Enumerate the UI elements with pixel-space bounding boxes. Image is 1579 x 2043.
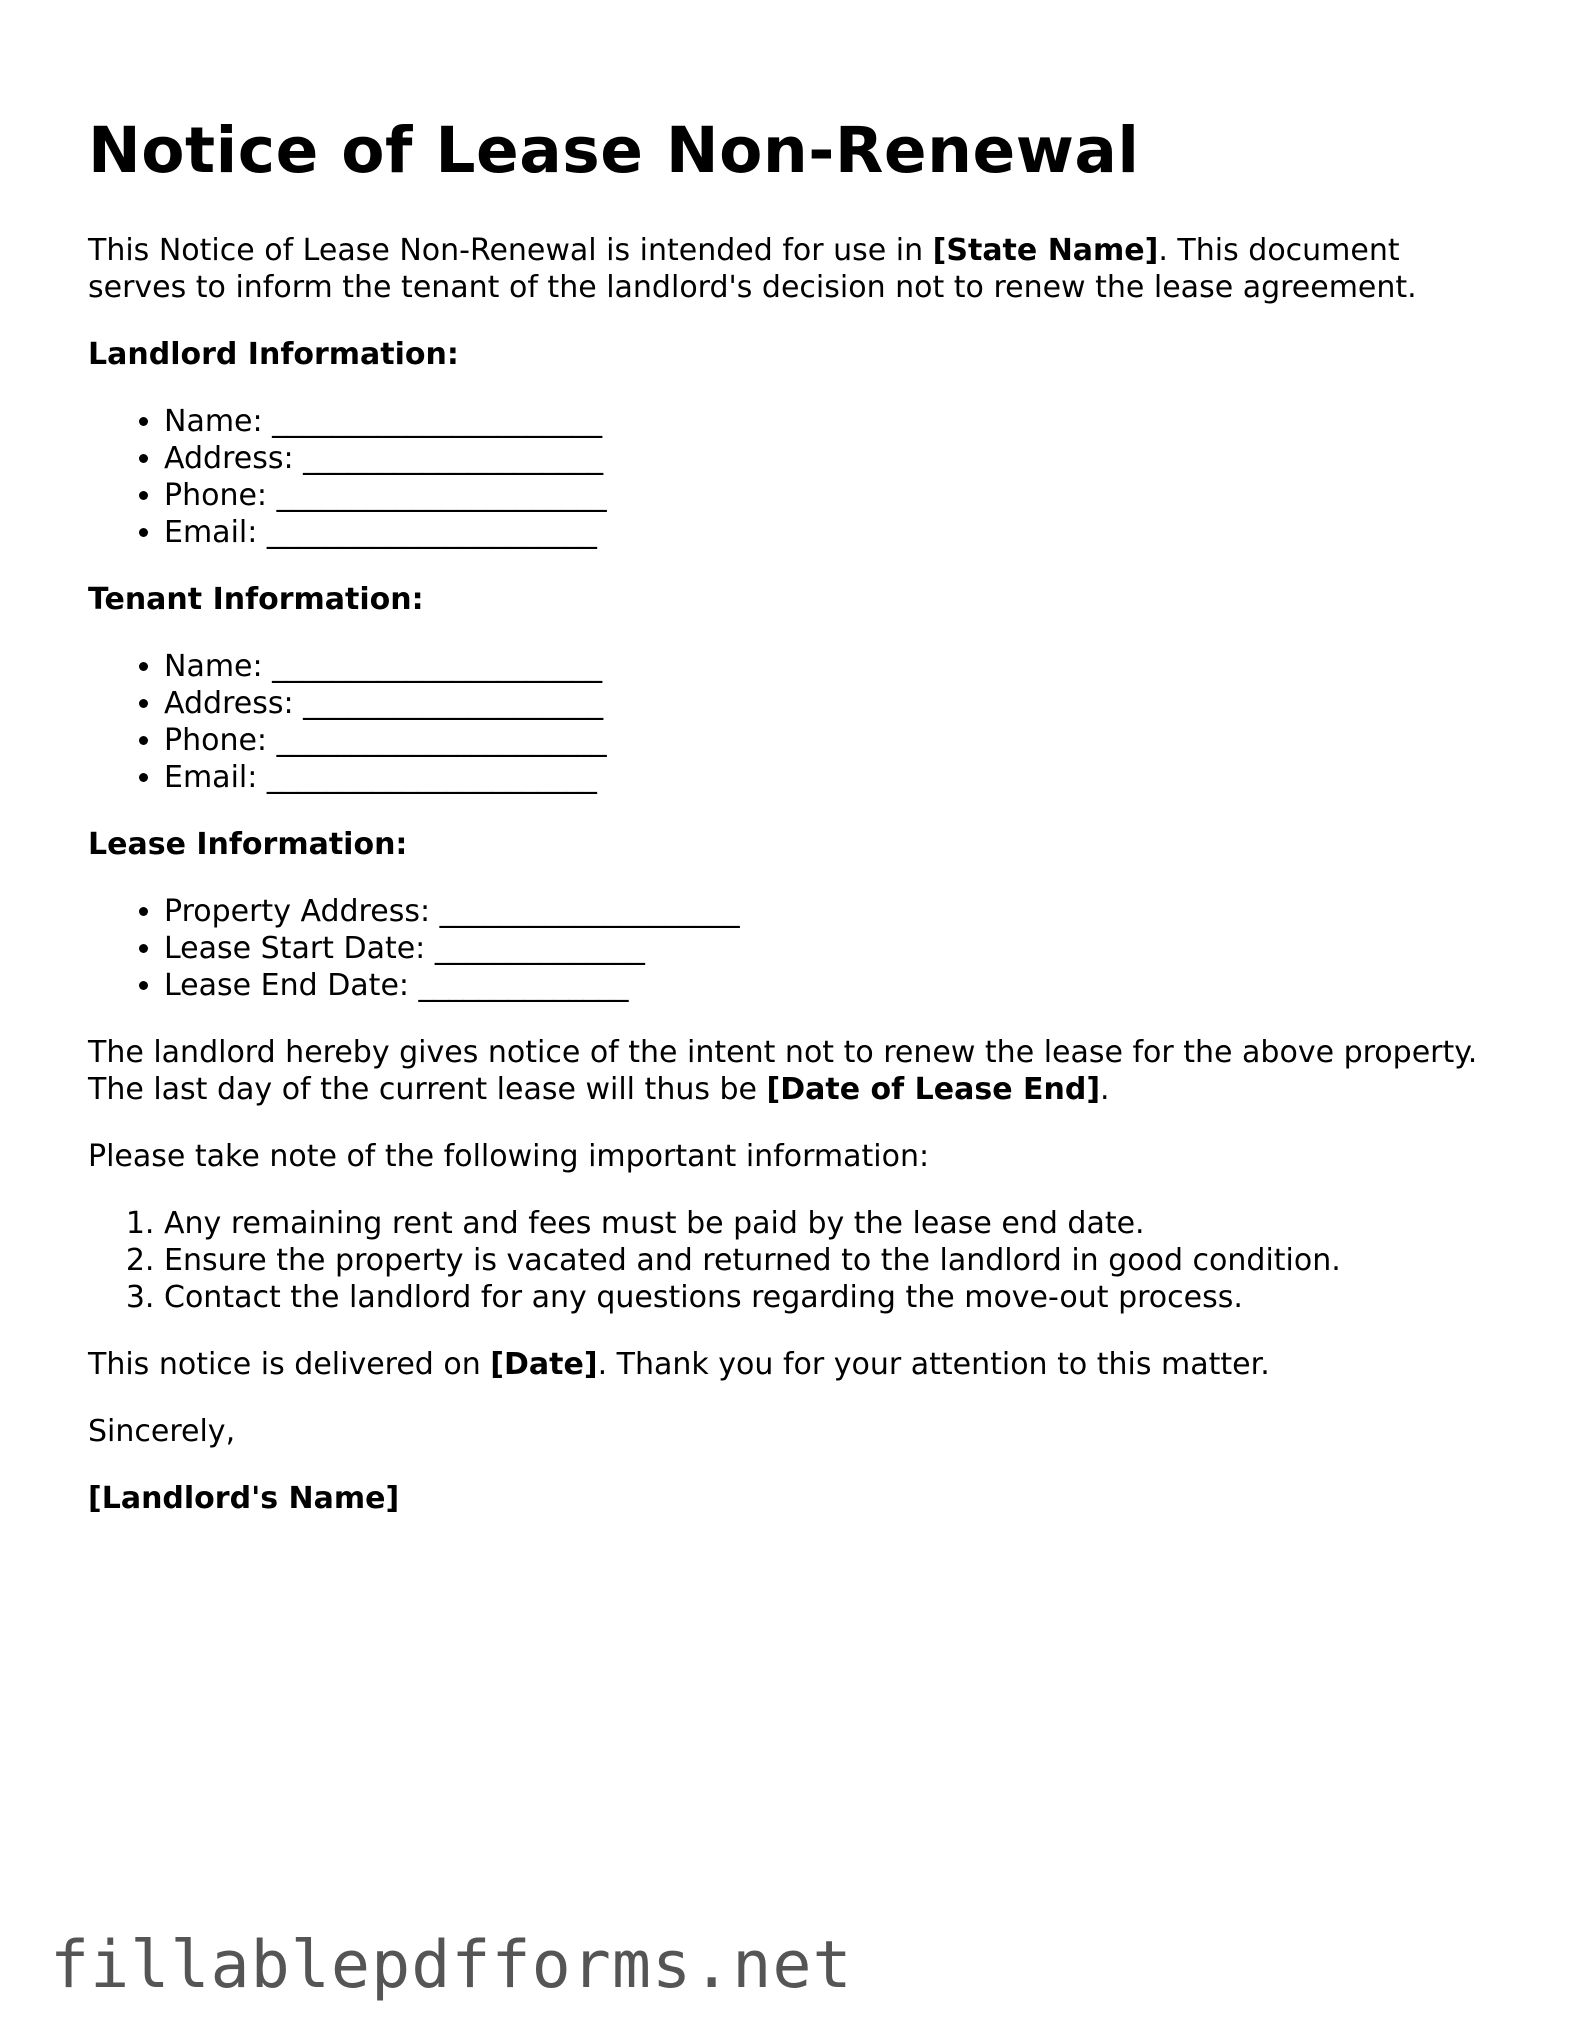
important-intro: Please take note of the following important information: <box>88 1139 930 1174</box>
delivery-text: This notice is delivered on <box>88 1347 491 1382</box>
closing: Sincerely, <box>88 1414 236 1449</box>
landlord-phone-field: • Phone: ______________________ <box>164 477 1488 514</box>
lease-start-date-field: • Lease Start Date: ______________ <box>164 930 1488 967</box>
tenant-fields <box>88 648 1488 796</box>
lease-end-date-field: • Lease End Date: ______________ <box>164 967 1488 1004</box>
lease-fields <box>88 893 1488 1004</box>
landlord-fields <box>88 403 1488 551</box>
notice-text-end: . <box>1100 1072 1110 1107</box>
state-placeholder: [State Name] <box>932 233 1159 268</box>
landlord-heading: Landlord Information: <box>88 337 459 372</box>
tenant-heading: Tenant Information: <box>88 582 424 617</box>
delivery-text-end: . Thank you for your attention to this matter. <box>597 1347 1270 1382</box>
delivery-paragraph <box>88 1346 1488 1383</box>
intro-text: This Notice of Lease Non-Renewal is intended for use in <box>88 233 933 268</box>
lease-heading: Lease Information: <box>88 827 408 862</box>
landlord-email-field: • Email: ______________________ <box>164 514 1488 551</box>
landlord-address-field: • Address: ____________________ <box>164 440 1488 477</box>
important-list <box>88 1205 1488 1316</box>
intro-text-end: . This document serves to inform the tenant of the landlord's decision not to renew the lease agreement. <box>88 233 1417 305</box>
landlord-name-field: • Name: ______________________ <box>164 403 1488 440</box>
important-item: 1. Any remaining rent and fees must be paid by the lease end date. <box>164 1205 1488 1242</box>
date-placeholder: [Date] <box>490 1347 598 1382</box>
watermark: fillablepdfforms.net <box>50 1928 853 2003</box>
important-item: 2. Ensure the property is vacated and returned to the landlord in good condition. <box>164 1242 1488 1279</box>
notice-paragraph <box>88 1034 1488 1108</box>
notice-text: The landlord hereby gives notice of the intent not to renew the lease for the above property. The last day of the current lease will thus be <box>88 1035 1478 1107</box>
tenant-address-field: • Address: ____________________ <box>164 685 1488 722</box>
tenant-email-field: • Email: ______________________ <box>164 759 1488 796</box>
tenant-phone-field: • Phone: ______________________ <box>164 722 1488 759</box>
signature <box>88 1480 1488 1517</box>
important-item: 3. Contact the landlord for any questions regarding the move-out process. <box>164 1279 1488 1316</box>
lease-end-placeholder: [Date of Lease End] <box>766 1072 1101 1107</box>
landlord-name-placeholder: [Landlord's Name] <box>88 1481 400 1516</box>
tenant-name-field: • Name: ______________________ <box>164 648 1488 685</box>
property-address-field: • Property Address: ____________________ <box>164 893 1488 930</box>
intro-paragraph <box>88 232 1488 306</box>
document-title: Notice of Lease Non-Renewal <box>88 114 1140 187</box>
document <box>88 110 1488 1517</box>
